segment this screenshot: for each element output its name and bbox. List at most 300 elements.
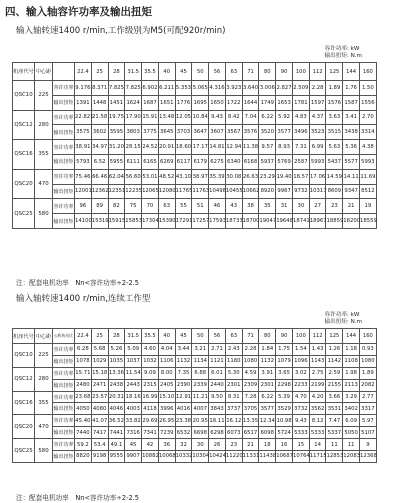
cell-power: 38.91 (75, 140, 92, 155)
cell-torque: 6298 (209, 427, 226, 439)
cell-power: 75 (125, 199, 142, 214)
cell-power: 49.1 (108, 439, 125, 451)
cell-torque: 11331 (242, 451, 259, 463)
cell-power: 5.97 (360, 415, 377, 427)
cell-power: 21 (242, 439, 259, 451)
cell-power: 12.91 (175, 391, 192, 403)
header-ratio-corner (53, 63, 75, 81)
table-row-torque (13, 403, 377, 415)
cell-power: 18 (259, 439, 276, 451)
cell-power: 2.77 (360, 391, 377, 403)
cell-torque: 6517 (242, 427, 259, 439)
ratio-header: 90 (276, 329, 293, 344)
cell-power: 62.04 (108, 169, 125, 184)
cell-power: 8.93 (276, 140, 293, 155)
ratio-header: 25 (91, 329, 108, 344)
row-label-torque: 输出扭矩 (53, 355, 75, 367)
cell-torque: 8609 (326, 184, 343, 199)
cell-torque: 1108 (343, 355, 360, 367)
cell-torque: 5793 (75, 154, 92, 169)
cell-power: 27 (309, 199, 326, 214)
cell-power: 12.05 (175, 110, 192, 125)
cell-power: 41.07 (91, 415, 108, 427)
cell-power: 33.82 (125, 415, 142, 427)
table-row-torque (13, 154, 377, 169)
cell-power: 5.065 (192, 81, 209, 96)
row-label-power: 容许功率 (53, 391, 75, 403)
cell-power: 26.63 (242, 169, 259, 184)
cell-torque: 5955 (108, 154, 125, 169)
cell-power: 19 (360, 199, 377, 214)
cell-torque: 3438 (343, 125, 360, 140)
cell-torque: 12083 (343, 451, 360, 463)
cell-torque: 6111 (125, 154, 142, 169)
cell-power: 55 (175, 199, 192, 214)
cell-power: 16.12 (225, 415, 242, 427)
cell-torque: 9732 (292, 184, 309, 199)
cell-power: 18.57 (292, 169, 309, 184)
header-center-distance: 中心距 (35, 63, 53, 81)
center-distance: 280 (35, 367, 53, 391)
center-distance: 580 (35, 439, 53, 463)
cell-torque: 2480 (75, 379, 92, 391)
cell-power: 13.36 (108, 367, 125, 379)
cell-torque: 4007 (192, 403, 209, 415)
cell-power: 8.31 (225, 391, 242, 403)
cell-torque: 3529 (276, 403, 293, 415)
ratio-header: 45 (175, 329, 192, 344)
row-label-power: 容许功率 (53, 169, 75, 184)
cell-torque: 1644 (242, 95, 259, 110)
cell-power: 15.10 (158, 391, 175, 403)
cell-torque: 12235 (125, 184, 142, 199)
cell-torque: 2301 (259, 379, 276, 391)
cell-power: 1.76 (343, 81, 360, 96)
model-code: QSC12 (13, 110, 35, 140)
cell-torque: 6117 (175, 154, 192, 169)
cell-power: 30 (292, 199, 309, 214)
cell-power: 9.43 (209, 110, 226, 125)
ratio-header: 28 (108, 63, 125, 81)
table1-condition: 输入轴转速1400 r/min,工作级别为M5(可配920r/min) (16, 26, 226, 36)
cell-torque: 9967 (276, 184, 293, 199)
cell-power: 11.54 (125, 367, 142, 379)
row-label-power: 容许功率 (53, 110, 75, 125)
cell-power: 4.04 (158, 344, 175, 356)
table-row-torque (13, 95, 377, 110)
ratio-header: 71 (242, 63, 259, 81)
cell-torque: 3775 (142, 125, 159, 140)
cell-torque: 6275 (209, 154, 226, 169)
cell-power: 9.176 (75, 81, 92, 96)
cell-torque: 1134 (192, 355, 209, 367)
cell-power: 3.640 (242, 81, 259, 96)
cell-power: 63 (158, 199, 175, 214)
ratio-header: 144 (343, 63, 360, 81)
cell-torque: 1451 (108, 95, 125, 110)
cell-power: 3.02 (292, 367, 309, 379)
cell-power: 7.04 (242, 110, 259, 125)
cell-power: 9.50 (209, 391, 226, 403)
cell-torque: 5724 (276, 427, 293, 439)
header-ratio-corner: 公称传动比 (53, 329, 75, 344)
ratio-header: 31.5 (125, 63, 142, 81)
row-label-power: 容许功率 (53, 415, 75, 427)
ratio-header: 100 (292, 329, 309, 344)
cell-power: 11.38 (242, 140, 259, 155)
table-row-power (13, 391, 377, 403)
cell-power: 1.84 (259, 344, 276, 356)
cell-power: 5.92 (276, 110, 293, 125)
cell-torque: 10317 (309, 184, 326, 199)
cell-power: 66.46 (91, 169, 108, 184)
cell-power: 6.99 (309, 140, 326, 155)
cell-torque: 7341 (142, 427, 159, 439)
cell-power: 3.44 (175, 344, 192, 356)
cell-torque: 3595 (108, 125, 125, 140)
cell-power: 1.26 (326, 344, 343, 356)
ratio-header: 80 (259, 329, 276, 344)
cell-power: 43.10 (175, 169, 192, 184)
cell-power: 15.71 (75, 367, 92, 379)
cell-torque: 3402 (343, 403, 360, 415)
cell-torque: 3803 (125, 125, 142, 140)
cell-torque: 10304 (192, 451, 209, 463)
cell-power: 7.825 (108, 81, 125, 96)
cell-torque: 2082 (360, 379, 377, 391)
cell-torque: 1079 (276, 355, 293, 367)
cell-torque: 4046 (108, 403, 125, 415)
cell-power: 1.75 (276, 344, 293, 356)
cell-torque: 4118 (142, 403, 159, 415)
cell-power: 1.89 (326, 81, 343, 96)
table2-condition: 输入轴转速1400 r/min,连续工作型 (16, 294, 151, 304)
ratio-header: 40 (158, 329, 175, 344)
cell-torque: 1651 (158, 95, 175, 110)
center-distance: 355 (35, 391, 53, 415)
cell-torque: 1142 (326, 355, 343, 367)
ratio-header: 112 (309, 63, 326, 81)
cell-torque: 17257 (192, 214, 209, 229)
center-distance: 225 (35, 344, 53, 368)
cell-power: 14 (309, 439, 326, 451)
table-row-torque (13, 214, 377, 229)
cell-power: 17.17 (192, 140, 209, 155)
cell-torque: 10882 (142, 451, 159, 463)
table-row-power (13, 439, 377, 451)
center-distance: 225 (35, 81, 53, 111)
cell-power: 1.18 (343, 344, 360, 356)
table-row-power (13, 81, 377, 96)
ratio-header: 31.5 (125, 329, 142, 344)
cell-power: 2.509 (292, 81, 309, 96)
cell-power: 7.28 (242, 391, 259, 403)
cell-power: 14.81 (209, 140, 226, 155)
table-row-torque (13, 427, 377, 439)
table1-note: 注：配套电机功率 Nn<容许功率÷2-2.5 (16, 279, 139, 287)
cell-power: 15.91 (142, 110, 159, 125)
table-row-power (13, 367, 377, 379)
cell-torque: 3523 (309, 125, 326, 140)
cell-torque: 7441 (108, 427, 125, 439)
cell-power: 51 (192, 199, 209, 214)
cell-power: 3.21 (192, 344, 209, 356)
cell-power: 89 (91, 199, 108, 214)
cell-power: 38.97 (192, 169, 209, 184)
cell-torque: 3317 (360, 403, 377, 415)
cell-power: 17.90 (125, 110, 142, 125)
cell-power: 3.66 (326, 391, 343, 403)
cell-torque: 6532 (175, 427, 192, 439)
cell-torque: 11765 (175, 184, 192, 199)
cell-power: 1.98 (343, 367, 360, 379)
cell-torque: 1035 (108, 355, 125, 367)
cell-torque: 10662 (242, 184, 259, 199)
cell-torque: 12080 (158, 184, 175, 199)
cell-torque: 1576 (326, 95, 343, 110)
cell-power: 1.50 (360, 81, 377, 96)
cell-torque: 1143 (309, 355, 326, 367)
header-model: 机座代号 (13, 63, 35, 81)
cell-torque: 17593 (209, 214, 226, 229)
cell-power: 31 (276, 199, 293, 214)
cell-power: 8.00 (158, 367, 175, 379)
cell-power: 32 (175, 439, 192, 451)
ratio-header: 125 (326, 63, 343, 81)
model-code: QSC25 (13, 439, 35, 463)
cell-torque: 5437 (326, 154, 343, 169)
ratio-header: 125 (326, 329, 343, 344)
cell-torque: 1132 (259, 355, 276, 367)
ratio-header: 63 (225, 329, 242, 344)
cell-torque: 18200 (343, 214, 360, 229)
cell-torque: 18700 (242, 214, 259, 229)
table1 (12, 62, 377, 229)
cell-torque: 1448 (91, 95, 108, 110)
cell-power: 3.923 (225, 81, 242, 96)
cell-torque: 3602 (91, 125, 108, 140)
row-label-power: 容许功率 (53, 199, 75, 214)
cell-power: 20.31 (108, 391, 125, 403)
cell-torque: 3314 (360, 125, 377, 140)
cell-torque: 1180 (225, 355, 242, 367)
cell-torque: 6165 (142, 154, 159, 169)
table2-unit-torque: 输出扭矩: N.m (324, 319, 362, 325)
cell-torque: 1078 (75, 355, 92, 367)
cell-power: 96 (75, 199, 92, 214)
table1-unit-power: 容许功率: kW (324, 46, 360, 52)
cell-torque: 9555 (108, 451, 125, 463)
cell-power: 3.006 (259, 81, 276, 96)
cell-torque: 3496 (292, 125, 309, 140)
cell-torque: 3567 (225, 125, 242, 140)
cell-power: 16 (276, 439, 293, 451)
cell-torque: 12853 (326, 451, 343, 463)
cell-power: 26.95 (158, 415, 175, 427)
model-code: QSC12 (13, 367, 35, 391)
table2 (12, 328, 377, 463)
ratio-header: 28 (108, 329, 125, 344)
cell-torque: 3647 (192, 125, 209, 140)
cell-power: 2.827 (276, 81, 293, 96)
cell-power: 15.18 (91, 367, 108, 379)
table1-unit-torque: 输出扭矩: N.m (324, 53, 362, 59)
cell-power: 4.316 (209, 81, 226, 96)
ratio-header: 160 (360, 63, 377, 81)
cell-power: 19.40 (276, 169, 293, 184)
cell-power: 4.60 (142, 344, 159, 356)
row-label-torque: 输出扭矩 (53, 184, 75, 199)
cell-power: 6.01 (209, 367, 226, 379)
cell-power: 8.42 (225, 110, 242, 125)
cell-power: 9.09 (142, 367, 159, 379)
cell-torque: 5337 (326, 427, 343, 439)
cell-power: 4.59 (242, 367, 259, 379)
cell-power: 21 (343, 199, 360, 214)
center-distance: 470 (35, 169, 53, 199)
cell-torque: 3576 (242, 125, 259, 140)
cell-torque: 2155 (326, 379, 343, 391)
cell-torque: 2587 (292, 154, 309, 169)
cell-torque: 3705 (242, 403, 259, 415)
center-distance: 580 (35, 199, 53, 229)
cell-torque: 18741 (292, 214, 309, 229)
cell-torque: 11715 (309, 451, 326, 463)
cell-torque: 7316 (125, 427, 142, 439)
row-label-torque: 输出扭矩 (53, 214, 75, 229)
cell-power: 3.65 (276, 367, 293, 379)
cell-torque: 4080 (91, 403, 108, 415)
cell-torque: 2440 (209, 379, 226, 391)
cell-torque: 2233 (292, 379, 309, 391)
cell-torque: 1650 (209, 95, 226, 110)
cell-torque: 3575 (75, 125, 92, 140)
cell-torque: 2113 (343, 379, 360, 391)
cell-torque: 10424 (209, 451, 226, 463)
cell-power: 18.16 (125, 391, 142, 403)
cell-torque: 3732 (292, 403, 309, 415)
cell-torque: 4003 (125, 403, 142, 415)
cell-power: 18.11 (209, 415, 226, 427)
cell-torque: 3577 (259, 403, 276, 415)
cell-power: 20.95 (192, 415, 209, 427)
cell-torque: 2438 (108, 379, 125, 391)
cell-torque: 17291 (175, 214, 192, 229)
cell-power: 30.08 (225, 169, 242, 184)
cell-torque: 5107 (360, 427, 377, 439)
cell-torque: 3996 (158, 403, 175, 415)
cell-power: 5.36 (343, 140, 360, 155)
cell-power: 2.70 (360, 110, 377, 125)
ratio-header: 22.4 (75, 63, 92, 81)
cell-power: 2.28 (242, 344, 259, 356)
cell-torque: 1781 (292, 95, 309, 110)
cell-power: 21.58 (91, 110, 108, 125)
cell-power: 56.60 (125, 169, 142, 184)
cell-torque: 5333 (309, 427, 326, 439)
cell-torque: 1597 (309, 95, 326, 110)
cell-power: 4.37 (309, 110, 326, 125)
cell-torque: 8512 (360, 184, 377, 199)
ratio-header: 144 (343, 329, 360, 344)
cell-torque: 9907 (125, 451, 142, 463)
ratio-header: 22.4 (75, 329, 92, 344)
center-distance: 280 (35, 110, 53, 140)
table-row-power (13, 140, 377, 155)
cell-power: 6.09 (343, 415, 360, 427)
cell-torque: 12368 (360, 451, 377, 463)
ratio-header: 25 (91, 63, 108, 81)
cell-power: 17.06 (309, 169, 326, 184)
cell-torque: 6179 (192, 154, 209, 169)
cell-torque: 6168 (242, 154, 259, 169)
cell-power: 2.75 (309, 367, 326, 379)
cell-torque: 5993 (360, 154, 377, 169)
cell-torque: 7239 (158, 427, 175, 439)
cell-torque: 1653 (276, 95, 293, 110)
cell-power: 7.35 (175, 367, 192, 379)
cell-torque: 11438 (259, 451, 276, 463)
model-code: QSC16 (13, 391, 35, 415)
cell-torque: 18733 (225, 214, 242, 229)
cell-torque: 14100 (75, 214, 92, 229)
table2-units (325, 312, 362, 326)
cell-power: 23 (225, 439, 242, 451)
cell-power: 6.22 (259, 110, 276, 125)
cell-torque: 11763 (192, 184, 209, 199)
cell-power: 3.91 (259, 367, 276, 379)
cell-torque: 10498 (209, 184, 226, 199)
row-label-torque: 输出扭矩 (53, 451, 75, 463)
cell-torque: 8920 (259, 184, 276, 199)
cell-torque: 2339 (192, 379, 209, 391)
cell-power: 16.99 (142, 391, 159, 403)
cell-power: 45.40 (75, 415, 92, 427)
cell-power: 4.83 (292, 110, 309, 125)
table-row-power (13, 110, 377, 125)
ratio-header: 35.5 (142, 329, 159, 344)
cell-torque: 19047 (259, 214, 276, 229)
cell-power: 23 (326, 199, 343, 214)
cell-torque: 6098 (259, 427, 276, 439)
cell-power: 28.15 (125, 140, 142, 155)
cell-torque: 1029 (91, 355, 108, 367)
cell-torque: 3577 (276, 125, 293, 140)
cell-torque: 4016 (175, 403, 192, 415)
cell-power: 6.88 (192, 367, 209, 379)
table-row-torque (13, 451, 377, 463)
cell-power: 7.825 (125, 81, 142, 96)
cell-power: 24.52 (142, 140, 159, 155)
cell-torque: 2443 (125, 379, 142, 391)
cell-power: 14.11 (343, 169, 360, 184)
cell-power: 11 (326, 439, 343, 451)
cell-power: 10.84 (192, 110, 209, 125)
cell-torque: 1687 (142, 95, 159, 110)
cell-torque: 15319 (91, 214, 108, 229)
cell-torque: 9198 (91, 451, 108, 463)
cell-power: 0.93 (360, 344, 377, 356)
cell-torque: 6.52 (91, 154, 108, 169)
cell-power: 53.01 (142, 169, 159, 184)
cell-power: 6.902 (142, 81, 159, 96)
cell-torque: 12001 (75, 184, 92, 199)
cell-torque: 15390 (158, 214, 175, 229)
cell-power: 43 (225, 199, 242, 214)
cell-torque: 18967 (309, 214, 326, 229)
cell-torque: 2471 (91, 379, 108, 391)
table-row-torque (13, 355, 377, 367)
